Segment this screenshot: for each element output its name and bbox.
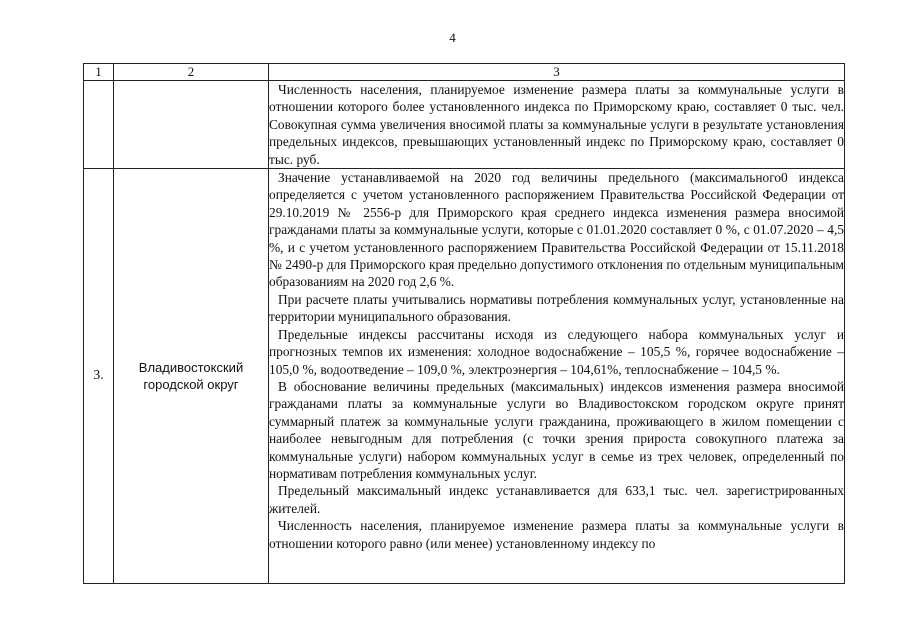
header-col-1: 1 [84, 64, 114, 81]
page-number: 4 [449, 30, 456, 45]
municipality-name-cell [114, 169, 269, 584]
paragraph-justification: В обоснование величины предельных (максимальных) индексов изменения размера вносимой гражданами платы за коммунальные услуги во Владивостокском городском округе принят суммарный платеж за коммунальные услуги гражданина, проживающего в жилом помещении с наиболее невыгодным для потребления (с точки зрения прироста совокупного платежа за коммунальные услуги) набором коммунальных услуг в семье из трех человек, определенный по нормативам потребления коммунальных услуг. [269, 378, 844, 481]
paragraph-population-change: Численность населения, планируемое изменение размера платы за коммунальные услуги в отношении которого равно (или менее) установленному индексу по [269, 518, 844, 551]
header-col-2: 2 [114, 64, 269, 81]
municipality-name-line-2: городской округ [143, 377, 239, 393]
continuation-text-cell [269, 81, 845, 169]
paragraph-service-rates: Предельные индексы рассчитаны исходя из следующего набора коммунальных услуг и прогнозных темпов их изменения: холодное водоснабжение – 105,5 %, горячее водоснабжение – 105,0 %, водоотведение – 109,0 %, электроэнергия – 104,61%, теплоснабжение – 104,5 %. [269, 326, 844, 377]
paragraph-index-value: Значение устанавливаемой на 2020 год величины предельного (максимального0 индекса определяется с учетом установленного распоряжением Правительства Российской Федерации от 29.10.2019 № 2556-р для Приморского края среднего индекса изменения размера вносимой гражданами платы за коммунальные услуги, которые с 01.01.2020 составляет 0 %, с 01.07.2020 – 4,5 %, и с учетом установленного распоряжением Правительства Российской Федерации от 15.11.2018 № 2490-р для Приморского края предельно допустимого отклонения по отдельным муниципальным образованиям на 2020 год 2,6 %. [269, 170, 844, 290]
justification-text-cell [269, 169, 845, 584]
municipality-name-line-1: Владивостокский [138, 360, 244, 376]
table-header-row [84, 64, 845, 81]
continuation-number-cell [84, 81, 114, 169]
paragraph-population-covered: Предельный максимальный индекс устанавливается для 633,1 тыс. чел. зарегистрированных жителей. [269, 483, 844, 516]
index-table [83, 63, 845, 584]
header-col-3: 3 [269, 64, 845, 81]
continuation-name-cell [114, 81, 269, 169]
row-number: 3. [84, 169, 114, 584]
table-row [84, 169, 845, 584]
continuation-paragraph: Численность населения, планируемое изменение размера платы за коммунальные услуги в отношении которого более установленного индекса по Приморскому краю, составляет 0 тыс. чел. Совокупная сумма увеличения вносимой платы за коммунальные услуги в результате установления предельных индексов, превышающих установленный индекс по Приморскому краю, составляет 0 тыс. руб. [269, 82, 844, 167]
paragraph-consumption-norms: При расчете платы учитывались нормативы потребления коммунальных услуг, установленные на территории муниципального образования. [269, 291, 844, 325]
continuation-row [84, 81, 845, 169]
